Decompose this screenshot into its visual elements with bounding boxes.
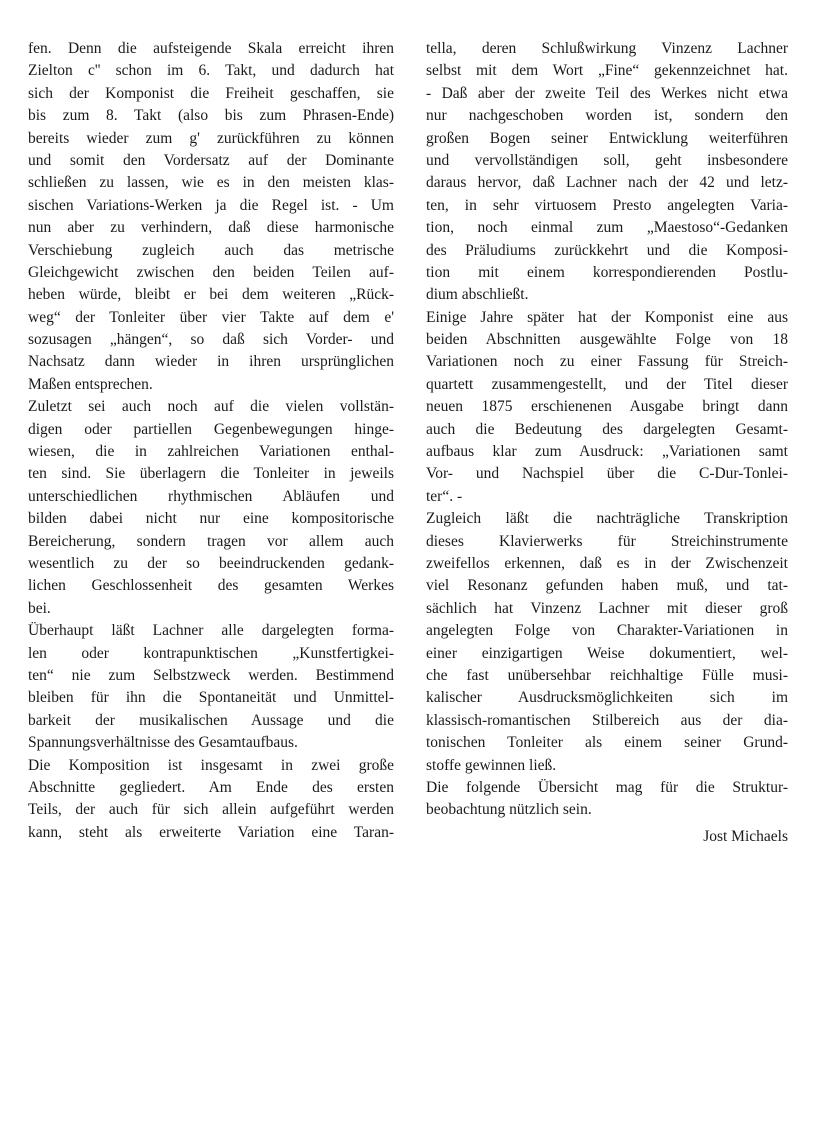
left-text-column (28, 38, 394, 844)
text-line: nur nachgeschoben worden ist, sondern den (426, 107, 788, 125)
text-line: kann, steht als erweiterte Variation eine Taran- (28, 823, 394, 841)
text-line: stoffe gewinnen ließ. (426, 756, 557, 774)
text-line: lichen Geschlossenheit des gesamten Werkes (28, 577, 394, 595)
text-line: Spannungsverhältnisse des Gesamtaufbaus. (28, 734, 298, 752)
text-line: tion, noch einmal zum „Maestoso“-Gedanken (426, 219, 788, 237)
text-line: des Präludiums zurückkehrt und die Komposi- (426, 241, 788, 259)
text-line: Gleichgewicht zwischen den beiden Teilen auf- (28, 263, 394, 281)
text-line: tella, deren Schlußwirkung Vinzenz Lachner (426, 40, 788, 57)
text-line: großen Bogen seiner Entwicklung weiterführen (426, 129, 788, 147)
text-line: len oder kontrapunktischen „Kunstfertigkei- (28, 644, 394, 662)
text-line: selbst mit dem Wort „Fine“ gekennzeichnet hat. (426, 62, 788, 80)
text-line: barkeit der musikalischen Aussage und die (28, 711, 394, 729)
text-line: schließen zu lassen, wie es in den meisten klas- (28, 174, 394, 192)
text-line: bei. (28, 599, 51, 617)
text-line: wesentlich zu der so beeindruckenden gedank- (28, 554, 394, 572)
text-line: quartett zusammengestellt, und der Titel dieser (426, 375, 788, 393)
text-line: digen oder partiellen Gegenbewegungen hinge- (28, 420, 394, 438)
text-line: sischen Variations-Werken ja die Regel ist. - Um (28, 196, 394, 214)
text-line: und vervollständigen soll, geht insbesondere (426, 151, 788, 169)
text-line: daraus hervor, daß Lachner nach der 42 und letz- (426, 174, 788, 192)
text-line: Einige Jahre später hat der Komponist eine aus (426, 308, 788, 326)
text-line: angelegten Folge von Charakter-Variationen in (426, 622, 788, 640)
text-line: sich der Komponist die Freiheit geschaffen, sie (28, 84, 394, 102)
text-line: klassisch-romantischen Stilbereich aus der dia- (426, 711, 788, 729)
paragraph (426, 307, 788, 509)
text-line: bis zum 8. Takt (also bis zum Phrasen-Ende) (28, 107, 394, 125)
text-line: Die Komposition ist insgesamt in zwei große (28, 756, 394, 774)
text-line: kalischer Ausdrucksmöglichkeiten sich im (426, 689, 788, 707)
paragraph (426, 38, 788, 307)
text-line: Abschnitte gegliedert. Am Ende des ersten (28, 778, 394, 796)
paragraph (28, 620, 394, 754)
author-signature: Jost Michaels (703, 827, 788, 845)
text-line: dium abschließt. (426, 286, 529, 304)
paragraph (28, 755, 394, 845)
text-line: einer einzigartigen Weise dokumentiert, wel- (426, 644, 788, 662)
text-line: Bereicherung, sondern tragen vor allem auch (28, 532, 394, 550)
text-line: Verschiebung zugleich auch das metrische (28, 241, 394, 259)
text-line: sozusagen „hängen“, so daß sich Vorder- und (28, 331, 394, 349)
text-line: und somit den Vordersatz auf der Dominante (28, 151, 394, 169)
text-line: tonischen Tonleiter als einem seiner Grund- (426, 734, 788, 752)
text-line: fen. Denn die aufsteigende Skala erreicht ihren (28, 40, 394, 57)
text-line: wiesen, die in zahlreichen Variationen enthal- (28, 443, 394, 461)
text-line: bilden dabei nicht nur eine kompositorische (28, 510, 394, 528)
paragraph (426, 508, 788, 777)
text-line: ten, in sehr virtuosem Presto angelegten Varia- (426, 196, 788, 214)
text-line: dieses Klavierwerks für Streichinstrumente (426, 532, 788, 550)
text-line: Maßen entsprechen. (28, 375, 153, 393)
text-line: aufbaus klar zum Ausdruck: „Variationen samt (426, 443, 788, 461)
text-line: zweifellos erkennen, daß es in der Zwischenzeit (426, 554, 788, 572)
text-line: viel Resonanz gefunden haben muß, und tat- (426, 577, 788, 595)
text-line: nun aber zu verhindern, daß diese harmonische (28, 219, 394, 237)
text-line: Zuletzt sei auch noch auf die vielen vollstän- (28, 398, 394, 416)
right-text-column (426, 38, 788, 848)
paragraph (426, 777, 788, 822)
text-line: che fast unübersehbar reichhaltige Fülle musi- (426, 666, 788, 684)
text-line: Vor- und Nachspiel über die C-Dur-Tonlei- (426, 465, 788, 483)
paragraph (28, 396, 394, 620)
text-line: beiden Abschnitten ausgewählte Folge von 18 (426, 331, 788, 349)
paragraph (28, 38, 394, 396)
text-line: Zielton c'' schon im 6. Takt, und dadurch hat (28, 62, 394, 80)
text-line: bereits wieder zum g' zurückführen zu können (28, 129, 394, 147)
text-line: Teils, der auch für sich allein aufgeführt werden (28, 801, 394, 819)
text-line: sächlich hat Vinzenz Lachner mit dieser groß (426, 599, 788, 617)
text-line: unterschiedlichen rhythmischen Abläufen und (28, 487, 394, 505)
text-line: weg“ der Tonleiter über vier Takte auf dem e' (28, 308, 394, 326)
text-line: Nachsatz dann wieder in ihren ursprünglichen (28, 353, 394, 371)
text-line: tion mit einem korrespondierenden Postlu- (426, 263, 788, 281)
text-line: heben würde, bleibt er bei dem weiteren „Rück- (28, 286, 394, 304)
text-line: beobachtung nützlich sein. (426, 801, 592, 819)
text-line: bleiben für ihn die Spontaneität und Unmittel- (28, 689, 394, 707)
text-line: neuen 1875 erschienenen Ausgabe bringt dann (426, 398, 788, 416)
text-line: ter“. - (426, 487, 463, 505)
text-line: - Daß aber der zweite Teil des Werkes nicht etwa (426, 84, 788, 102)
text-line: ten sind. Sie überlagern die Tonleiter in jeweils (28, 465, 394, 483)
text-line: Zugleich läßt die nachträgliche Transkription (426, 510, 788, 528)
text-line: Die folgende Übersicht mag für die Struktur- (426, 778, 788, 796)
text-line: Überhaupt läßt Lachner alle dargelegten forma- (28, 622, 394, 640)
text-line: auch die Bedeutung des dargelegten Gesamt- (426, 420, 788, 438)
text-line: ten“ nie zum Selbstzweck werden. Bestimmend (28, 666, 394, 684)
text-line: Variationen noch zu einer Fassung für Streich- (426, 353, 788, 371)
